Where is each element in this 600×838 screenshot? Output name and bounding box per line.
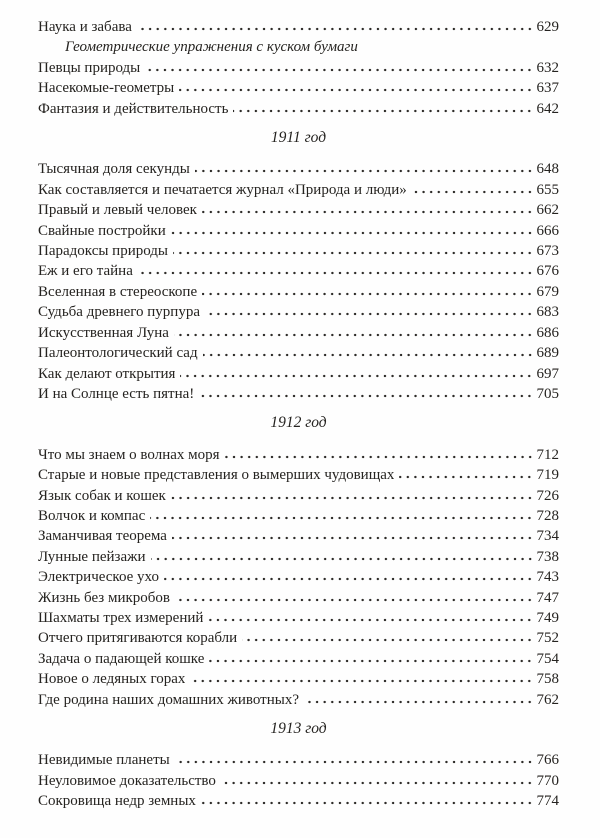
entry-page-number: 686 [536, 324, 559, 341]
entry-page-number: 749 [536, 609, 559, 626]
entry-page-number: 689 [536, 345, 559, 362]
entry-page-number: 743 [536, 569, 559, 586]
toc-entry [38, 465, 559, 485]
entry-title: Отчего притягиваются корабли [38, 630, 238, 647]
toc-entry [38, 750, 559, 770]
entry-page-number: 662 [536, 202, 559, 219]
toc-entry [38, 486, 559, 506]
toc-entry [38, 323, 559, 343]
dot-leader [201, 801, 534, 805]
toc-entry [38, 791, 559, 811]
toc-entry [38, 384, 559, 404]
toc-entry [38, 588, 559, 608]
dot-leader [175, 598, 534, 602]
dot-leader [174, 333, 534, 337]
entry-title: Наука и забава [38, 19, 132, 35]
dot-leader [172, 536, 534, 540]
entry-page-number: 676 [536, 263, 559, 280]
entry-title: Как делают открытия [38, 365, 176, 382]
entry-page-number: 770 [536, 772, 559, 789]
entry-title: Насекомые-геометры [38, 80, 175, 97]
entry-title: Что мы знаем о волнах моря [38, 446, 220, 463]
dot-leader [412, 190, 534, 194]
dot-leader [180, 374, 533, 378]
toc-entry [38, 159, 559, 179]
year-heading: 1912 год [270, 414, 327, 432]
toc-entry [38, 547, 559, 567]
dot-leader [150, 516, 533, 520]
entry-title: Вселенная в стереоскопе [38, 283, 198, 300]
entry-page-number: 697 [536, 365, 559, 382]
entry-title: Как составляется и печатается журнал «Природа и люди» [38, 181, 407, 198]
toc-entry [38, 221, 559, 241]
dot-leader [208, 618, 533, 622]
toc-entry [38, 200, 559, 220]
dot-leader [195, 169, 534, 173]
entry-page-number: 719 [536, 467, 559, 484]
entry-page-number: 712 [536, 446, 559, 463]
toc-entry [38, 669, 559, 689]
dot-leader [190, 679, 533, 683]
dot-leader [225, 455, 534, 459]
entry-title: Искусственная Луна [38, 324, 169, 341]
dot-leader [137, 27, 534, 31]
entry-title: Заманчивая теорема [38, 528, 167, 545]
toc-entry [38, 302, 559, 322]
entry-title: Судьба древнего пурпура [38, 304, 200, 321]
entry-page-number: 774 [536, 793, 559, 810]
entry-title: Волчок и компас [38, 507, 146, 524]
toc-entry [38, 649, 559, 669]
dot-leader [304, 700, 534, 704]
entry-page-number: 642 [536, 100, 559, 117]
dot-leader [202, 292, 533, 296]
dot-leader [199, 394, 533, 398]
entry-page-number: 705 [536, 385, 559, 402]
dot-leader [145, 68, 533, 72]
entry-title: Тысячная доля секунды [38, 161, 190, 178]
table-of-contents [38, 17, 559, 812]
entry-page-number: 632 [536, 59, 559, 76]
dot-leader [171, 496, 534, 500]
toc-entry [38, 690, 559, 710]
entry-page-number: 754 [536, 650, 559, 667]
entry-title: Геометрические упражнения с куском бумаги [65, 39, 358, 56]
entry-title: Задача о падающей кошке [38, 650, 205, 667]
entry-title: Сокровища недр земных [38, 793, 196, 810]
entry-title: Фантазия и действительность [38, 100, 229, 117]
entry-title: Шахматы трех измерений [38, 609, 204, 626]
dot-leader [175, 760, 534, 764]
entry-page-number: 637 [536, 80, 559, 97]
toc-entry [38, 567, 559, 587]
toc-entry [38, 180, 559, 200]
entry-page-number: 726 [536, 487, 559, 504]
dot-leader [233, 109, 533, 113]
dot-leader [171, 231, 534, 235]
entry-page-number: 683 [536, 304, 559, 321]
entry-title: Язык собак и кошек [38, 487, 166, 504]
entry-page-number: 648 [536, 161, 559, 178]
year-heading: 1913 год [270, 720, 327, 737]
toc-entry [38, 261, 559, 281]
dot-leader [202, 210, 534, 214]
dot-leader [242, 638, 533, 642]
toc-entry [38, 343, 559, 363]
dot-leader [203, 353, 534, 357]
year-heading: 1911 год [270, 129, 327, 147]
dot-leader [221, 781, 534, 785]
toc-entry [38, 628, 559, 648]
toc-entry [38, 99, 559, 119]
toc-entry [38, 241, 559, 261]
dot-leader [138, 271, 534, 275]
entry-page-number: 747 [536, 589, 559, 606]
entry-title: Электрическое ухо [38, 569, 159, 586]
entry-title: Лунные пейзажи [38, 548, 146, 565]
toc-entry [38, 17, 559, 37]
toc-entry [38, 282, 559, 302]
entry-title: И на Солнце есть пятна! [38, 385, 195, 402]
toc-entry [38, 771, 559, 791]
entry-title: Старые и новые представления о вымерших чудовищах [38, 467, 395, 484]
entry-page-number: 679 [536, 283, 559, 300]
entry-title: Правый и левый человек [38, 202, 197, 219]
toc-entry [38, 78, 559, 98]
entry-title: Парадоксы природы [38, 243, 169, 260]
entry-title: Свайные постройки [38, 222, 166, 239]
entry-title: Еж и его тайна [38, 263, 133, 280]
entry-title: Жизнь без микробов [38, 589, 170, 606]
dot-leader [399, 475, 533, 479]
entry-page-number: 666 [536, 222, 559, 239]
entry-page-number: 766 [536, 752, 559, 769]
toc-entry [38, 58, 559, 78]
entry-page-number: 629 [536, 19, 559, 35]
toc-entry [38, 526, 559, 546]
entry-title: Певцы природы [38, 59, 141, 76]
entry-page-number: 673 [536, 243, 559, 260]
entry-page-number: 752 [536, 630, 559, 647]
entry-title: Где родина наших домашних животных? [38, 691, 299, 708]
dot-leader [173, 251, 533, 255]
entry-title: Неуловимое доказательство [38, 772, 216, 789]
entry-page-number: 734 [536, 528, 559, 545]
dot-leader [179, 88, 533, 92]
dot-leader [151, 557, 534, 561]
entry-page-number: 728 [536, 507, 559, 524]
entry-page-number: 738 [536, 548, 559, 565]
entry-page-number: 758 [536, 671, 559, 688]
entry-title: Палеонтологический сад [38, 345, 198, 362]
toc-entry [38, 364, 559, 384]
entry-title: Новое о ледяных горах [38, 671, 186, 688]
dot-leader [164, 577, 534, 581]
entry-page-number: 762 [536, 691, 559, 708]
toc-entry [38, 445, 559, 465]
dot-leader [205, 312, 534, 316]
toc-entry [38, 608, 559, 628]
entry-page-number: 655 [536, 181, 559, 198]
entry-title: Невидимые планеты [38, 752, 170, 769]
dot-leader [209, 659, 533, 663]
toc-entry [38, 506, 559, 526]
toc-subentry [38, 37, 559, 57]
